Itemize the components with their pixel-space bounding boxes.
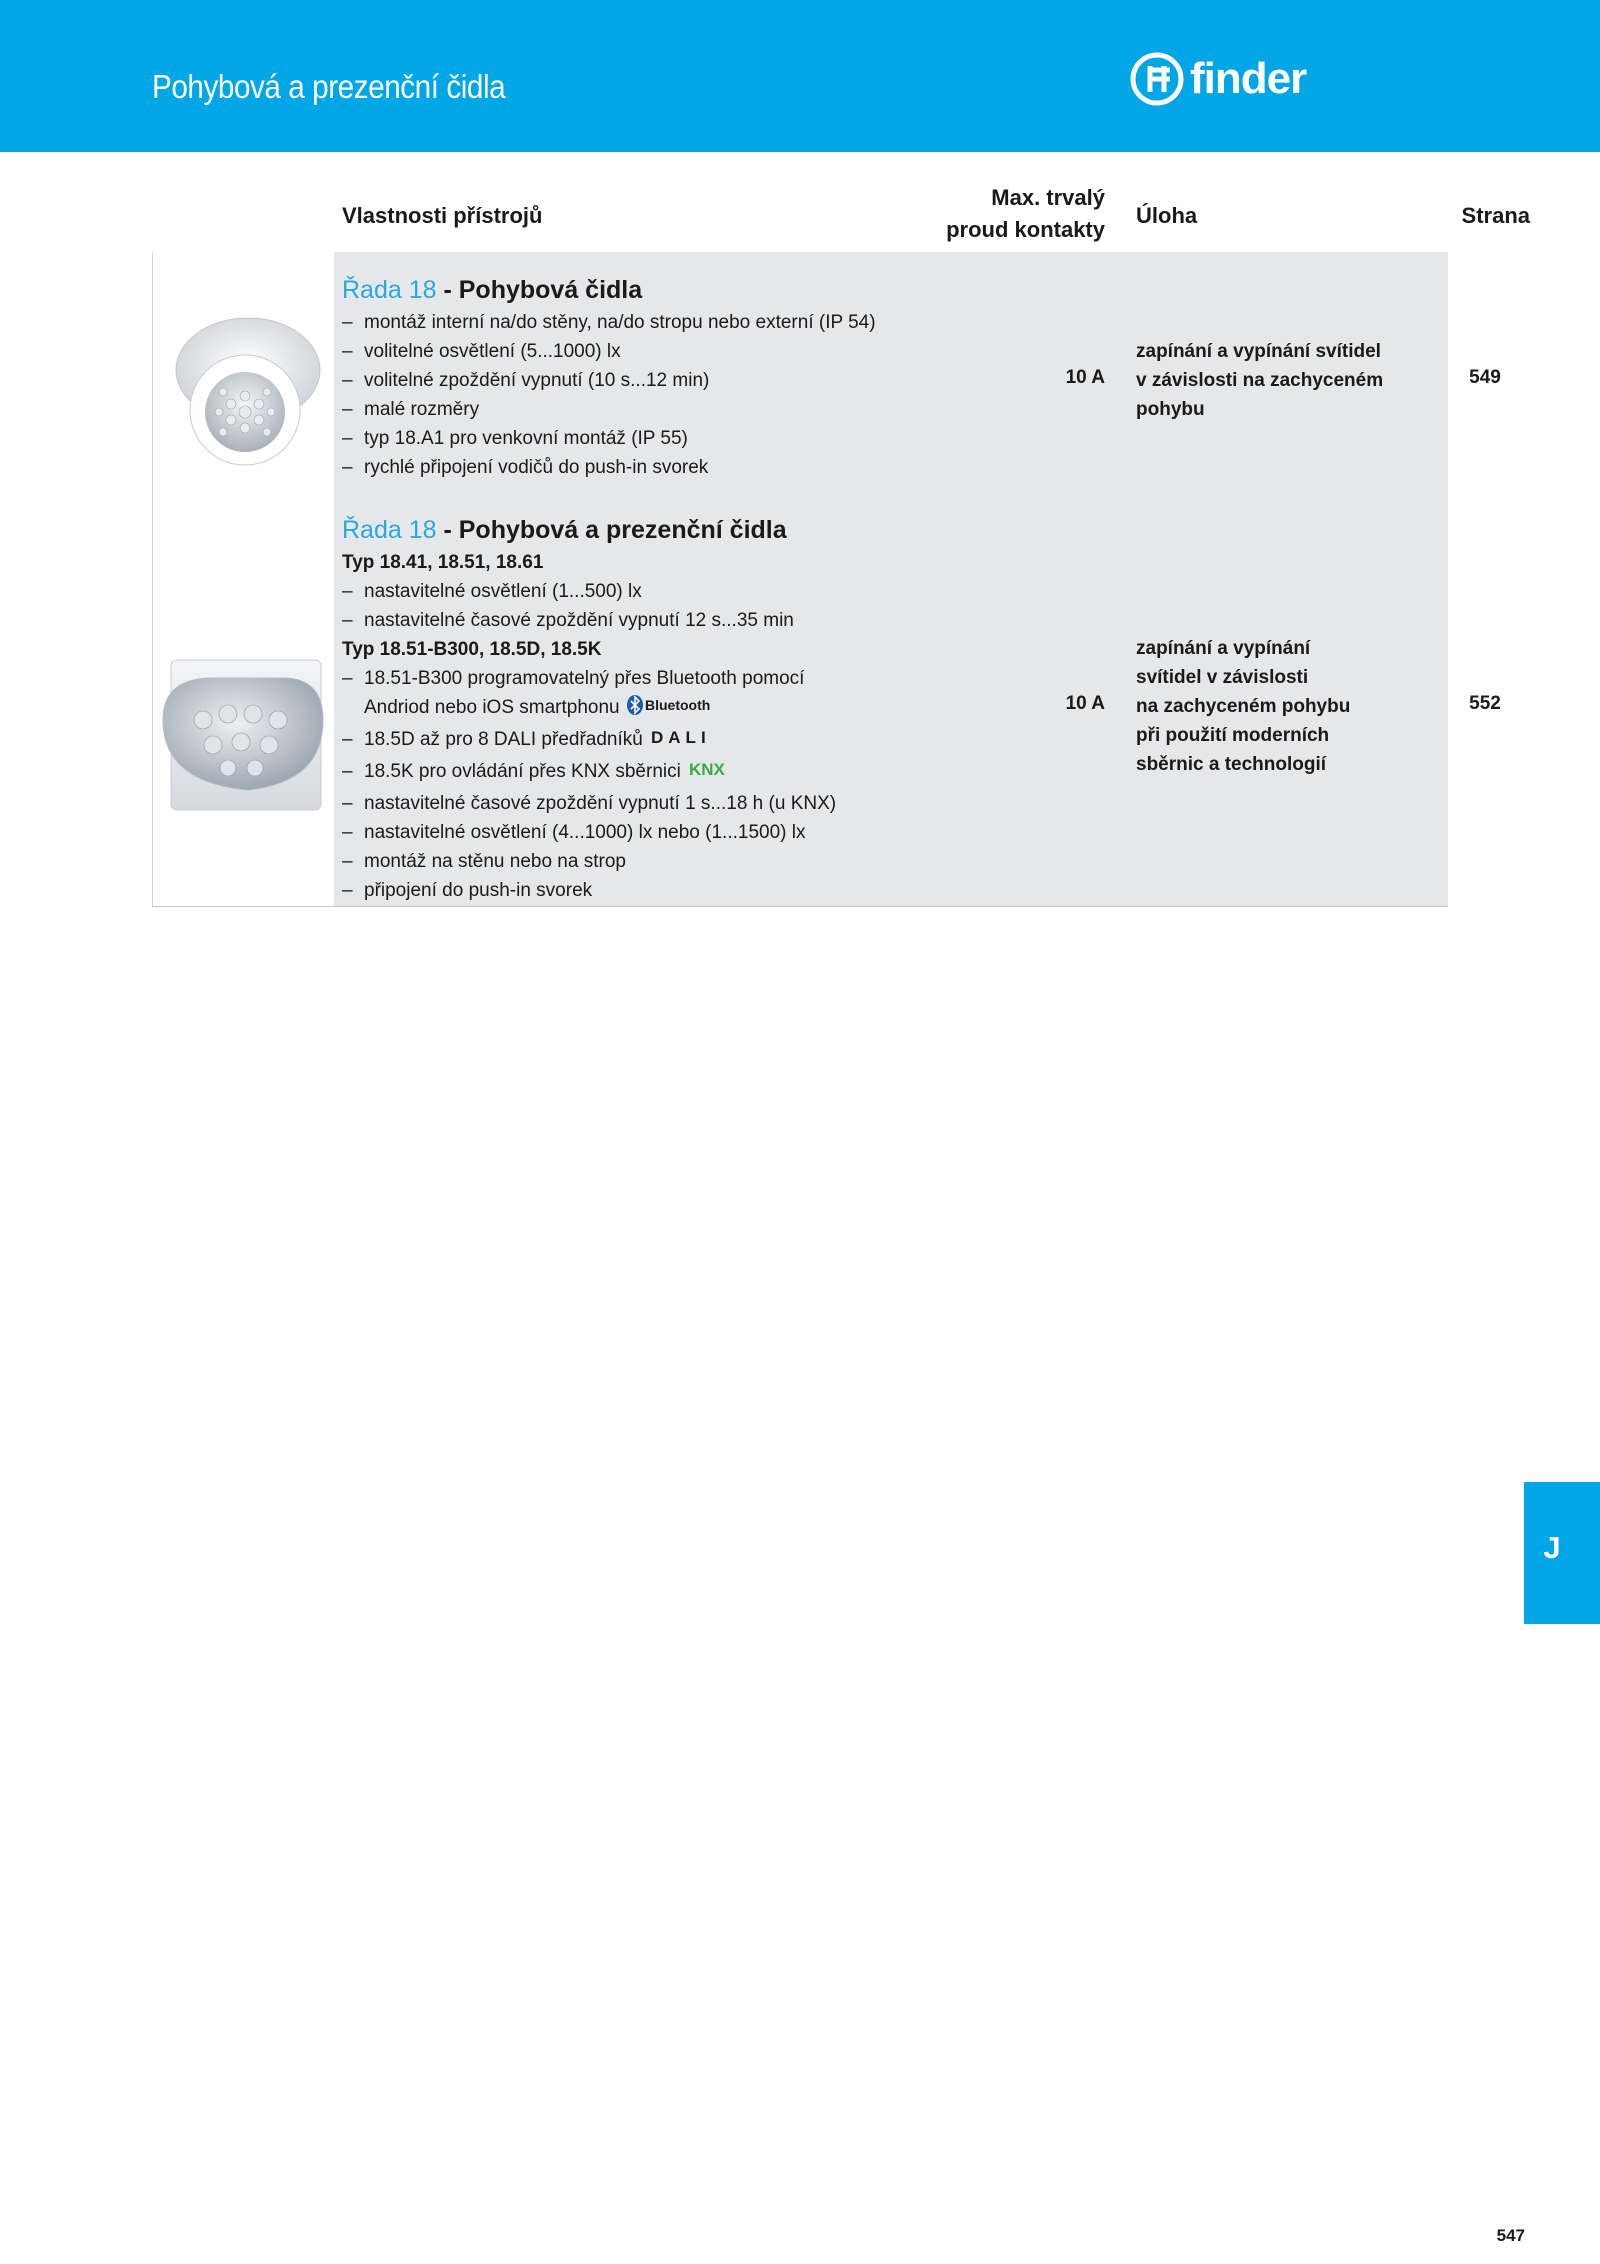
row-2-description [342,512,836,905]
dali-logo [649,726,719,757]
row-2-task: zapínání a vypínání svítidel v závislosti na zachyceném pohybu při použití moderních sběrnic a technologií [1136,638,1351,775]
row-1-current: 10 A [1065,367,1105,388]
row-2-page-link[interactable]: 552 [1469,693,1501,714]
row-1-task: zapínání a vypínání svítidel v závislosti na zachyceném pohybu [1136,341,1384,420]
list-item: – 18.5K pro ovládání přes KNX sběrnici KNX [342,757,836,789]
col-header-current-1: Max. trvalý [991,185,1105,210]
finder-wordmark: finder [1190,54,1307,103]
finder-emblem-icon [1130,52,1184,106]
row-2-type-b: Typ 18.51-B300, 18.5D, 18.5K [342,639,602,660]
list-item: – montáž na stěnu nebo na strop [342,851,626,872]
wall-presence-sensor-image [153,650,333,820]
row-1-page-link[interactable]: 549 [1469,367,1501,388]
page-number: 547 [1496,2226,1525,2245]
knx-logo [687,758,737,789]
page-title: Pohybová a prezenční čidla [152,68,506,105]
list-item: – nastavitelné časové zpoždění vypnutí 1 s...18 h (u KNX) [342,793,837,814]
row-2-current: 10 A [1065,693,1105,714]
table-bottom-border [152,906,1448,907]
finder-logo [1130,52,1306,106]
list-item: – volitelné osvětlení (5...1000) lx [342,341,621,362]
list-item: – montáž interní na/do stěny, na/do stropu nebo externí (IP 54) [342,312,876,333]
list-item: – typ 18.A1 pro venkovní montáž (IP 55) [342,428,688,449]
bluetooth-logo [626,694,712,725]
list-item-continuation: Andriod nebo iOS smartphonu Bluetooth [342,693,836,725]
row-2-type-a: Typ 18.41, 18.51, 18.61 [342,552,544,573]
col-header-current-2: proud kontakty [946,217,1105,242]
row-2-series-title: Řada 18 - Pohybová a prezenční čidla [342,516,787,544]
col-header-page: Strana [1461,203,1530,228]
list-item: – rychlé připojení vodičů do push-in svorek [342,457,709,478]
list-item: – 18.51-B300 programovatelný přes Bluetooth pomocí [342,668,805,689]
svg-text:Bluetooth: Bluetooth [644,697,710,713]
col-header-features: Vlastnosti přístrojů [342,203,543,228]
row-1-series-title: Řada 18 - Pohybová čidla [342,276,643,304]
list-item: – 18.5D až pro 8 DALI předřadníků DALI [342,725,836,757]
list-item: – nastavitelné osvětlení (1...500) lx [342,581,642,602]
list-item: – malé rozměry [342,399,480,420]
row-1-description [342,272,876,482]
svg-text:KNX: KNX [688,760,725,779]
ceiling-motion-sensor-image [153,300,333,480]
list-item: – nastavitelné časové zpoždění vypnutí 12 s...35 min [342,610,794,631]
section-tab-j[interactable]: J [1524,1482,1600,1624]
list-item: – nastavitelné osvětlení (4...1000) lx nebo (1...1500) lx [342,822,806,843]
svg-text:DALI: DALI [650,728,711,747]
list-item: – volitelné zpoždění vypnutí (10 s...12 min) [342,370,710,391]
col-header-task: Úloha [1136,203,1198,228]
list-item: – připojení do push-in svorek [342,880,593,901]
